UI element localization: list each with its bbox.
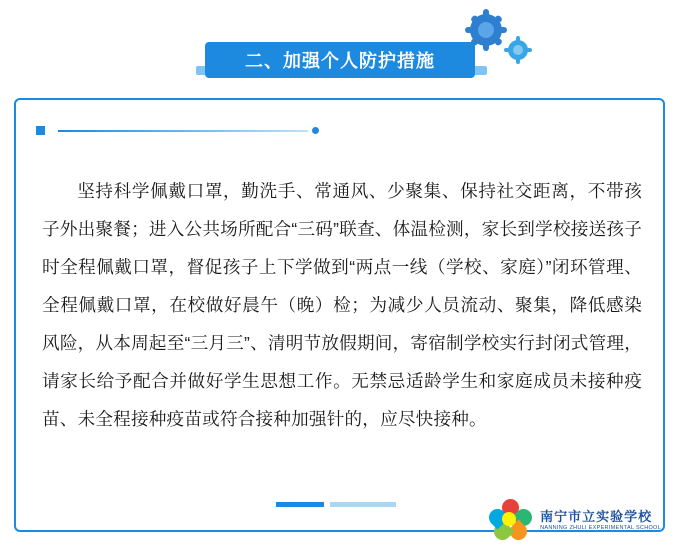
school-name-block bbox=[540, 509, 661, 532]
bullet-decoration bbox=[36, 124, 336, 138]
section-title-banner bbox=[205, 42, 475, 78]
bottom-decor-segment-dark bbox=[276, 502, 324, 507]
school-name-en: NANNING ZHULI EXPERIMENTAL SCHOOL bbox=[540, 524, 661, 531]
footer-logo bbox=[488, 499, 661, 541]
bullet-rule bbox=[58, 130, 308, 132]
square-bullet-icon bbox=[36, 126, 45, 135]
virus-icon-small bbox=[508, 40, 528, 60]
virus-icon-large bbox=[470, 14, 502, 46]
page-header bbox=[0, 0, 679, 98]
body-paragraph: 坚持科学佩戴口罩，勤洗手、常通风、少聚集、保持社交距离，不带孩子外出聚餐；进入公共场所配合“三码”联查、体温检测，家长到学校接送孩子时全程佩戴口罩，督促孩子上下学做到“两点一线（学校、家庭）”闭环管理、全程佩戴口罩，在校做好晨午（晚）检；为减少人员流动、聚集，降低感染风险，从本周起至“三月三”、清明节放假期间，寄宿制学校实行封闭式管理，请家长给予配合并做好学生思想工作。无禁忌适龄学生和家庭成员未接种疫苗、未全程接种疫苗或符合接种加强针的，应尽快接种。 bbox=[42, 180, 642, 429]
content-card bbox=[14, 98, 665, 532]
school-name-cn: 南宁市立实验学校 bbox=[540, 508, 653, 524]
bottom-decoration bbox=[276, 502, 396, 507]
bottom-decor-segment-light bbox=[330, 502, 396, 507]
bullet-dot-icon bbox=[312, 127, 319, 134]
section-title: 二、加强个人防护措施 bbox=[245, 51, 435, 71]
school-flower-logo-icon bbox=[488, 499, 534, 541]
